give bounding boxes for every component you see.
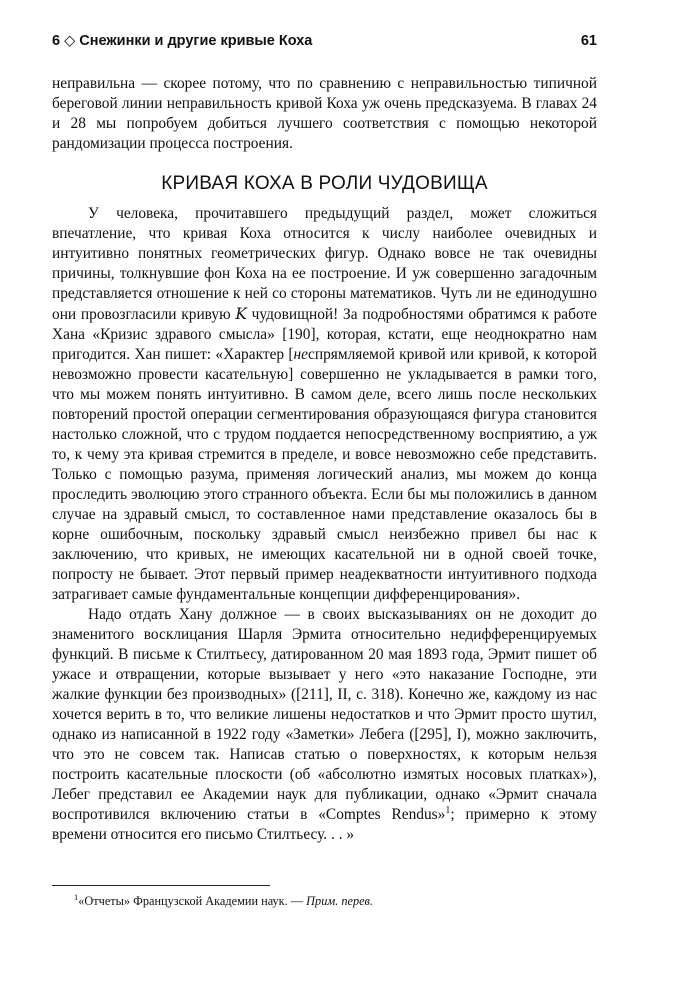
footnote-divider xyxy=(52,885,270,886)
footnote-text: «Отчеты» Французской Академии наук. — xyxy=(78,894,307,908)
paragraph-2-part-1: Надо отдать Хану должное — в своих высказываниях он не доходит до знаменитого восклицания Шарля Эрмита относительно недифференцируемых функций. В письме к Стилтьесу, датированном 20 мая 1893 года, Эрмит пишет об ужасе и отвращении, которые вызывает у него «это наказание Господне, эти жалкие функции без производных» ([211], II, с. 318). Конечно же, каждому из нас хочется верить в то, что великие лишены недостатков и что Эрмит просто шутил, однако из написанной в 1922 году «Заметки» Лебега ([295], I), можно заключить, что это не совсем так. Написав статью о поверхностях, к которым нельзя построить касательные плоскости (об «абсолютно измятых носовых платках»), Лебег представил ее Академии наук для публикации, однако «Эрмит сначала воспротивился включению статьи в «Comptes Rendus» xyxy=(52,606,597,823)
paragraph-2-part-2: ; примерно к этому времени относится его письмо Стилтьесу. . . » xyxy=(52,806,597,843)
paragraph-1-part-2: чудовищной! За подробностями обратимся к работе Хана «Кризис здравого смысла» [190], которая, кстати, еще неоднократно нам пригодится. Хан пишет: «Характер [ xyxy=(52,306,597,363)
paragraph-2 xyxy=(52,605,597,845)
curve-symbol-k: K xyxy=(235,305,247,323)
section-heading: КРИВАЯ КОХА В РОЛИ ЧУДОВИЩА xyxy=(161,173,488,194)
paragraph-1-part-1: У человека, прочитавшего предыдущий раздел, может сложиться впечатление, что кривая Коха относится к числу наиболее очевидных и интуитивно понятных геометрических фигур. Однако вовсе не так очевидны причины, толкнувшие фон Коха на ее построение. И уж совершенно загадочным представляется отношение к ней со стороны математиков. Чуть ли не единодушно они провозгласили кривую xyxy=(52,205,597,323)
footnote-mark: 1 xyxy=(74,891,79,902)
footnote-note: Прим. перев. xyxy=(306,894,373,908)
main-text-block xyxy=(52,204,597,845)
paragraph-1 xyxy=(52,204,597,605)
intro-paragraph-block xyxy=(52,74,597,154)
emphasis-ne: не xyxy=(293,346,309,363)
paragraph-1-part-3: спрямляемой кривой или кривой, к которой невозможно провести касательную] совершенно не укладывается в рамки того, что мы можем понять интуитивно. В самом деле, всего лишь после нескольких повторений простой операции сегментирования образующаяся фигура становится настолько сложной, что с трудом поддается непосредственному восприятию, а уж то, к чему эта кривая стремится в пределе, и вовсе невозможно себе представить. Только с помощью разума, применяя логический анализ, мы можем до конца проследить эволюцию этого странного объекта. Если бы мы положились в данном случае на здравый смысл, то составленное нами представление оказалось бы в корне ошибочным, поскольку здравый смысл неизбежно привел бы нас к заключению, что кривых, не имеющих касательной ни в одной своей точке, попросту не бывает. Этот первый пример неадекватности интуитивного подхода затрагивает самые фундаментальные концепции дифференцирования». xyxy=(52,346,597,603)
running-head xyxy=(52,33,597,57)
chapter-title: 6 ◇ Снежинки и другие кривые Коха xyxy=(52,33,313,49)
intro-paragraph: неправильна — скорее потому, что по сравнению с неправильностью типичной береговой линии неправильность кривой Коха уж очень предсказуема. В главах 24 и 28 мы попробуем добиться лучшего соответствия с помощью некоторой рандомизации процесса построения. xyxy=(52,75,597,152)
page-number: 61 xyxy=(580,33,597,49)
footnote-reference[interactable]: 1 xyxy=(445,804,451,816)
footnote xyxy=(74,891,373,909)
